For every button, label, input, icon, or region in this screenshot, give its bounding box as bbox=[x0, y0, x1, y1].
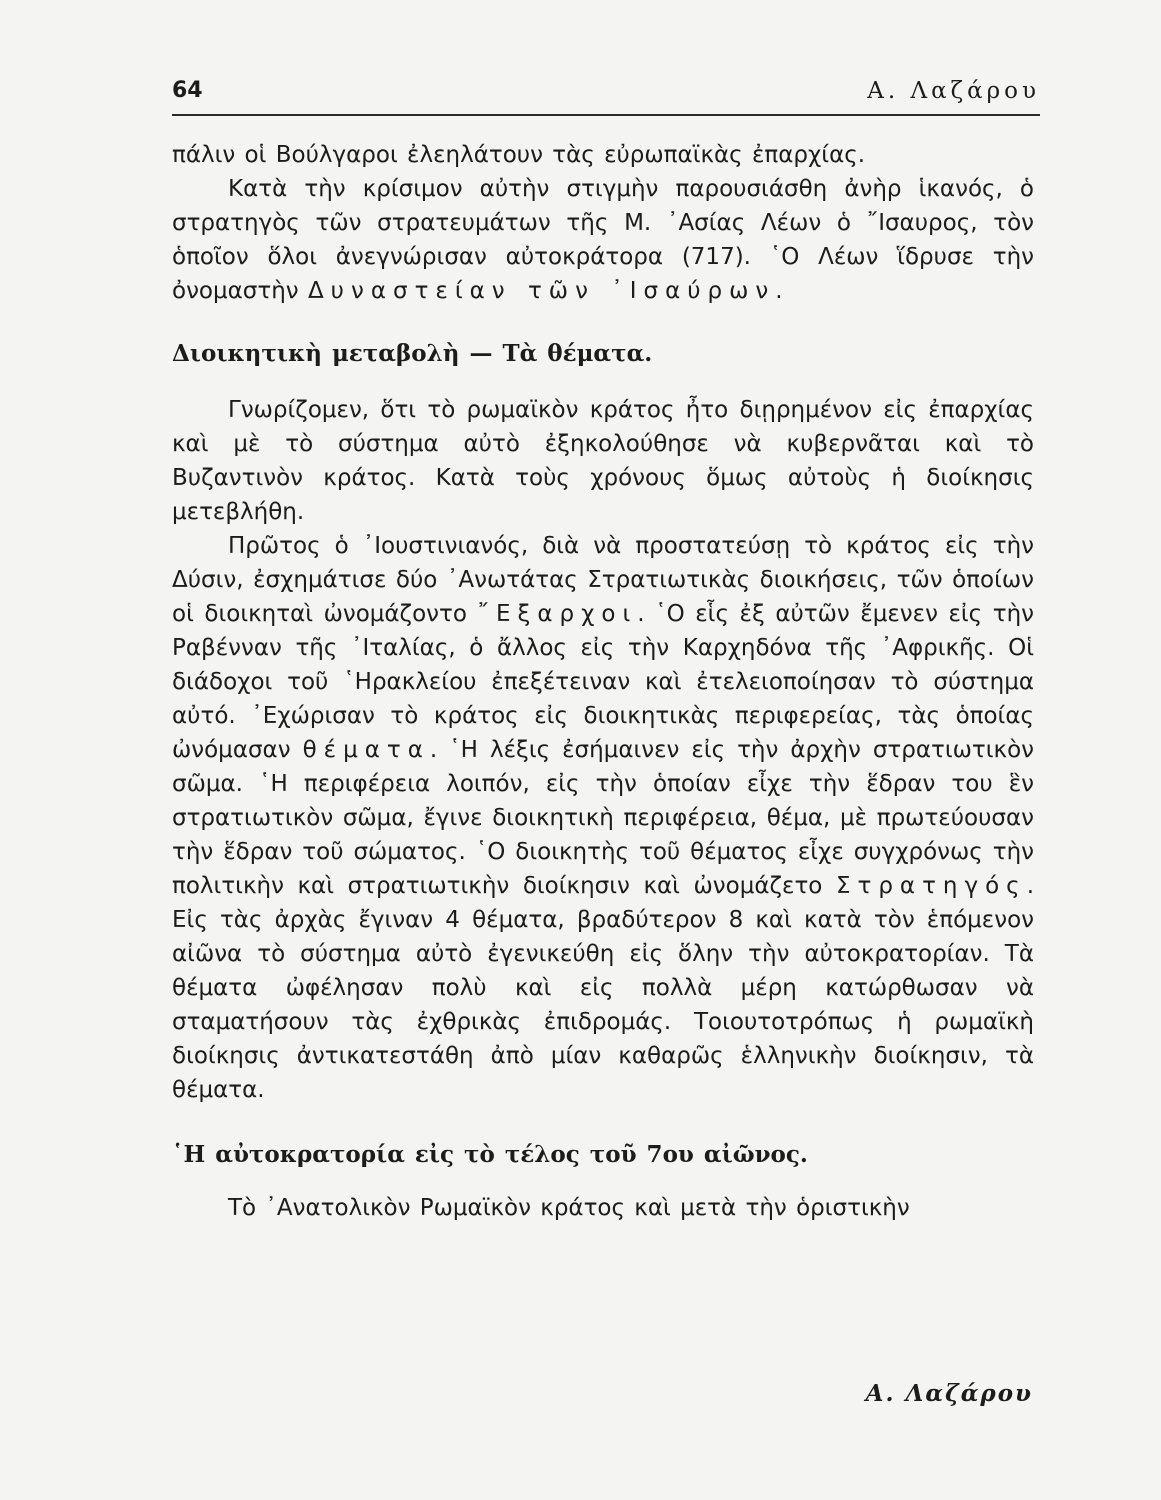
paragraph-text: Τὸ ᾿Ανατολικὸν Ρωμαϊκὸν κράτος καὶ μετὰ τὴν ὁριστικὴν bbox=[228, 1195, 910, 1221]
paragraph-themata bbox=[172, 529, 1034, 1107]
paragraph-provinces bbox=[172, 393, 1034, 529]
emphasis-strategos: Στρατηγός bbox=[835, 873, 1027, 899]
paragraph-continued bbox=[172, 138, 1034, 172]
paragraph-text: . bbox=[775, 278, 783, 304]
paragraph-text: Γνωρίζομεν, ὅτι τὸ ρωμαϊκὸν κράτος ἦτο διῃρημένον εἰς ἐπαρχίας καὶ μὲ τὸ σύστημα αὐτὸ ἐξηκολούθησε νὰ κυβερνᾶται καὶ τὸ Βυζαντινὸν κράτος. Κατὰ τοὺς χρόνους ὅμως αὐτοὺς ἡ διοίκησις μετεβλήθη. bbox=[172, 397, 1034, 525]
running-head: Α. Λαζάρου bbox=[867, 78, 1040, 104]
section-heading-empire-7th-century: ῾Η αὐτοκρατορία εἰς τὸ τέλος τοῦ 7ου αἰῶνος. bbox=[172, 1141, 808, 1168]
footer-signature: Α. Λαζάρου bbox=[865, 1380, 1033, 1407]
paragraph-text: Κατὰ τὴν κρίσιμον αὐτὴν στιγμὴν παρουσιάσθη ἀνὴρ ἱκανός, ὁ στρατηγὸς τῶν στρατευμάτων τῆς Μ. ᾿Ασίας Λέων ὁ ῎Ισαυρος, τὸν ὁποῖον ὅλοι ἀνεγνώρισαν αὐτοκράτορα (717). ῾Ο Λέων ἵδρυσε τὴν ὀνομαστὴν bbox=[172, 176, 1034, 304]
paragraph-leon bbox=[172, 172, 1034, 308]
paragraph-text: . ῾Ο εἷς ἐξ αὐτῶν ἔμενεν εἰς τὴν Ραβένναν τῆς ᾿Ιταλίας, ὁ ἄλλος εἰς τὴν Καρχηδόνα τῆς ᾿Αφρικῆς. Οἱ διάδοχοι τοῦ ῾Ηρακλείου ἐπεξέτειναν καὶ ἐτελειοποίησαν τὸ σύστημα αὐτό. ᾿Εχώρισαν τὸ κράτος εἰς διοικητικὰς περιφερείας, τὰς ὁποίας ὠνόμασαν bbox=[172, 601, 1034, 763]
page-number: 64 bbox=[172, 78, 203, 103]
paragraph-text: . Εἰς τὰς ἀρχὰς ἔγιναν 4 θέματα, βραδύτερον 8 καὶ κατὰ τὸν ἑπόμενον αἰῶνα τὸ σύστημα αὐτὸ ἐγενικεύθη εἰς ὅλην τὴν αὐτοκρατορίαν. Τὰ θέματα ὠφέλησαν πολὺ καὶ εἰς πολλὰ μέρη κατώρθωσαν νὰ σταματήσουν τὰς ἐχθρικὰς ἐπιδρομάς. Τοιουτοτρόπως ἡ ρωμαϊκὴ διοίκησις ἀντικατεστάθη ἀπὸ μίαν καθαρῶς ἑλληνικὴν διοίκησιν, τὰ θέματα. bbox=[172, 873, 1034, 1103]
page-header bbox=[172, 74, 1040, 116]
section-heading-administrative-change: Διοικητικὴ μεταβολὴ — Τὰ θέματα. bbox=[172, 340, 653, 367]
paragraph-text: πάλιν οἱ Βούλγαροι ἐλεηλάτουν τὰς εὐρωπαϊκὰς ἐπαρχίας. bbox=[172, 142, 866, 168]
emphasis-dynasty: Δυναστείαν τῶν ᾿Ισαύρων bbox=[307, 278, 776, 304]
emphasis-exarchs: ῎Εξαρχοι bbox=[477, 601, 638, 627]
emphasis-themata: θέματα bbox=[302, 737, 430, 763]
paragraph-text: . ῾Η λέξις ἐσήμαινεν εἰς τὴν ἀρχὴν στρατιωτικὸν σῶμα. ῾Η περιφέρεια λοιπόν, εἰς τὴν ὁποίαν εἶχε τὴν ἕδραν του ἓν στρατιωτικὸν σῶμα, ἔγινε διοικητικὴ περιφέρεια, θέμα, μὲ πρωτεύουσαν τὴν ἕδραν τοῦ σώματος. ῾Ο διοικητὴς τοῦ θέματος εἶχε συγχρόνως τὴν πολιτικὴν καὶ στρατιωτικὴν διοίκησιν καὶ ὠνομάζετο bbox=[172, 737, 1034, 899]
body-text bbox=[172, 138, 1034, 1225]
paragraph-text: Πρῶτος ὁ ᾿Ιουστινιανός, διὰ νὰ προστατεύσῃ τὸ κράτος εἰς τὴν Δύσιν, ἐσχημάτισε δύο ᾿Ανωτάτας Στρατιωτικὰς διοικήσεις, τῶν ὁποίων οἱ διοικηταὶ ὠνομάζοντο bbox=[172, 533, 1034, 627]
paragraph-eastern-empire bbox=[172, 1191, 1034, 1225]
